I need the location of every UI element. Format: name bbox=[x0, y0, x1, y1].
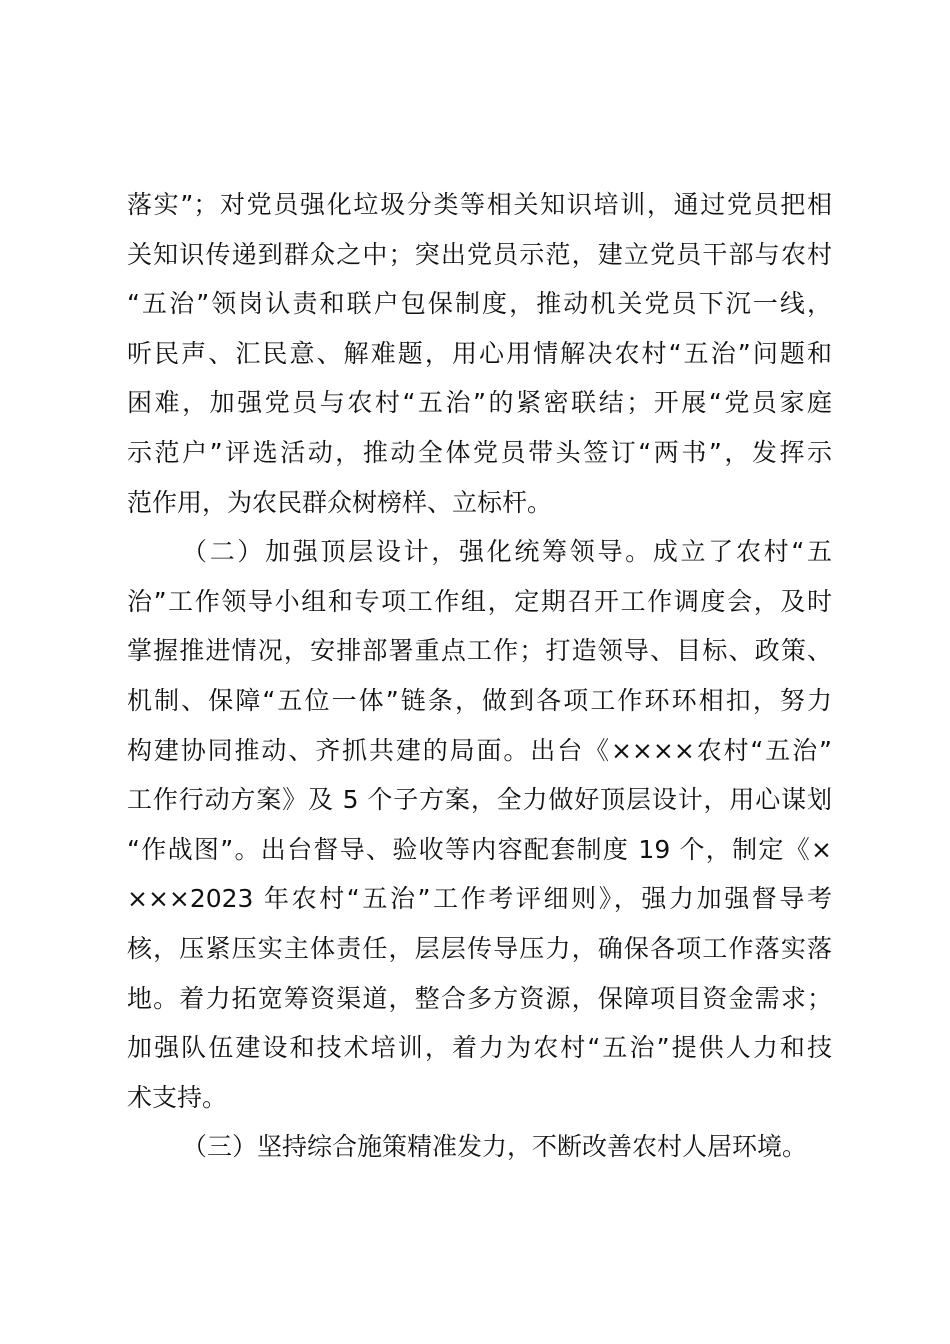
paragraph-line: 听民声、汇民意、解难题，用心用情解决农村“五治”问题和 bbox=[127, 338, 832, 368]
section-heading-line: （三）坚持综合施策精准发力，不断改善农村人居环境。 bbox=[182, 1132, 808, 1162]
paragraph-line: 示范户”评选活动，推动全体党员带头签订“两书”，发挥示 bbox=[127, 437, 832, 467]
paragraph-line: 落实”；对党员强化垃圾分类等相关知识培训，通过党员把相 bbox=[127, 190, 832, 219]
paragraph-line: 机制、保障“五位一体”链条，做到各项工作环环相扣，努力 bbox=[127, 685, 832, 715]
paragraph-line: 构建协同推动、齐抓共建的局面。出台《××××农村“五治” bbox=[127, 735, 832, 765]
paragraph-line: “作战图”。出台督导、验收等内容配套制度 19 个，制定《× bbox=[127, 834, 832, 864]
paragraph-line: 术支持。 bbox=[127, 1082, 228, 1112]
paragraph-line: 地。着力拓宽筹资渠道，整合多方资源，保障项目资金需求； bbox=[127, 983, 832, 1013]
paragraph-line: “五治”领岗认责和联户包保制度，推动机关党员下沉一线， bbox=[127, 289, 832, 319]
paragraph-line: 工作行动方案》及 5 个子方案，全力做好顶层设计，用心谋划 bbox=[127, 785, 832, 815]
paragraph-line: 范作用，为农民群众树榜样、立标杆。 bbox=[127, 487, 553, 517]
paragraph-line: 加强队伍建设和技术培训，着力为农村“五治”提供人力和技 bbox=[127, 1033, 832, 1063]
paragraph-line: 核，压紧压实主体责任，层层传导压力，确保各项工作落实落 bbox=[127, 933, 832, 963]
paragraph-line: 治”工作领导小组和专项工作组，定期召开工作调度会，及时 bbox=[127, 586, 832, 616]
paragraph-line: 困难，加强党员与农村“五治”的紧密联结；开展“党员家庭 bbox=[127, 388, 832, 418]
paragraph-line: 掌握推进情况，安排部署重点工作；打造领导、目标、政策、 bbox=[127, 636, 832, 666]
paragraph-line: 关知识传递到群众之中；突出党员示范，建立党员干部与农村 bbox=[127, 239, 832, 269]
paragraph-line: ×××2023 年农村“五治”工作考评细则》，强力加强督导考 bbox=[127, 884, 832, 914]
section-heading-line: （二）加强顶层设计，强化统筹领导。成立了农村“五 bbox=[182, 537, 832, 567]
document-body bbox=[127, 180, 832, 1172]
